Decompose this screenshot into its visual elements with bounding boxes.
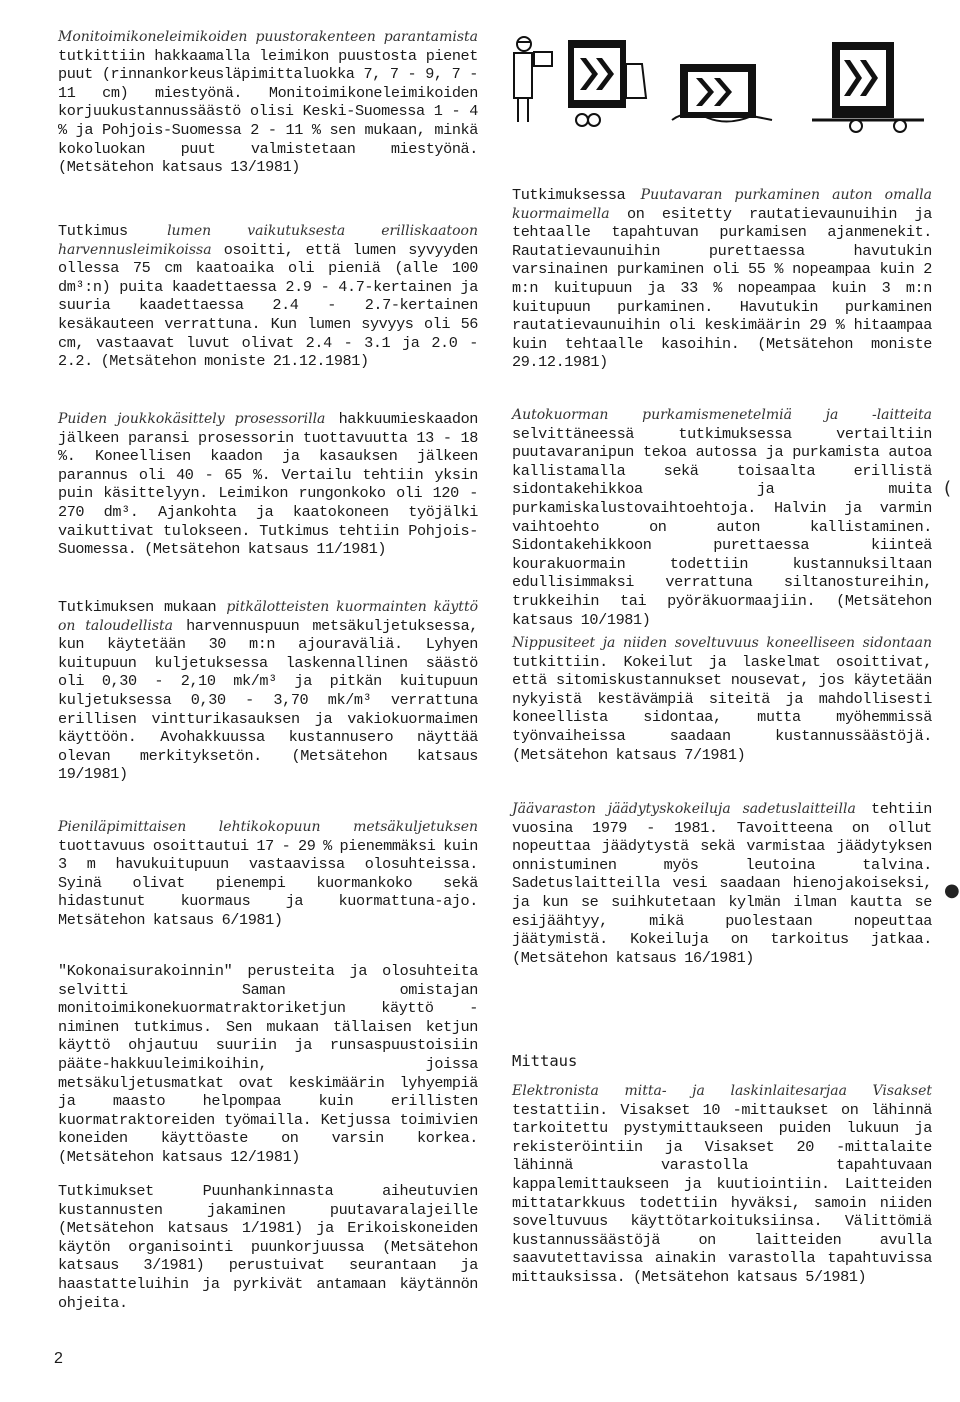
paragraph-puunhankinta xyxy=(58,1182,478,1322)
italic-title: Jäävaraston jäädytyskokeiluja sadetuslaitteilla xyxy=(512,801,856,817)
paragraph-jaavarasto xyxy=(512,800,932,1010)
worker-with-sign-icon xyxy=(514,37,552,122)
paragraph-text: harvennuspuun metsäkuljetuksessa, kun käytetään 30 m:n ajouraväliä. Lyhyen kuitupuun kuljetuksessa laskennallinen säästö oli 0,30 - 2,10 mk/m³ ja pitkän kuitupuun kuljetuksessa 0,30 - 3,70 mk/m³ verrattuna erillisen vintturikasauksen ja vakiokuormaimen käyttöön. Avohakkuussa kustannusero näyttää olevan merkityksetön. (Metsätehon katsaus 19/1981) xyxy=(58,616,478,784)
paragraph-text: tutkittiin. Kokeilut ja laskelmat osoittivat, että sitomiskustannukset nousevat, jos käytetään nykyistä kestävämpiä siteitä ja mahdollisesti koneellista sidontaa, mutta myöhemmissä työnvaiheissa saadaan kustannussäästöjä. (Metsätehon katsaus 7/1981) xyxy=(512,652,932,764)
paragraph-joukkokasittely xyxy=(58,410,478,580)
truck-left-icon xyxy=(568,40,646,126)
italic-title: pitkälotteisten kuormainten käyttö on taloudellista xyxy=(58,599,478,634)
italic-title: Puiden joukkokäsittely prosessorilla xyxy=(58,411,326,427)
binding-mark-icon: ( xyxy=(944,478,952,499)
paragraph-text: hakkuumieskaadon jälkeen paransi prosessorin tuottavuutta 13 - 18 %. Koneellisen kaadon ja kasauksen jälkeen parannus oli 40 - 65 %. Vertailu tehtiin yksin puin käsittelyyn. Leimikon rungonkoko oli 120 - 270 dm³. Ajankohta ja kaatokoneen työjälki vaikuttivat tulokseen. Tutkimus tehtiin Pohjois-Suomessa. (Metsätehon katsaus 11/1981) xyxy=(58,410,479,559)
paragraph-lead: Tutkimuksessa xyxy=(512,186,626,204)
italic-title: Puutavaran purkaminen auton omalla kuormaimella xyxy=(512,187,933,222)
paragraph-purkaminen xyxy=(512,186,932,386)
truck-middle-icon xyxy=(672,64,772,122)
section-heading-mittaus: Mittaus xyxy=(512,1052,578,1070)
header-illustration xyxy=(512,28,940,138)
paragraph-nippusiteet xyxy=(512,634,932,784)
paragraph-text: on esitetty rautatievaunuihin ja tehtaalle tapahtuvan purkamisen ajanmenekit. Rautatievaunuihin purettaessa havutukin varsinainen purkaminen oli 55 % nopeampaa kuin 2 m:n kuitupuun ja 33 % nopeampaa kuin 3 m:n kuitupuun purkaminen. Havutukin purkaminen rautatievaunuihin oli keskimäärin 29 % hitaampaa kuin tehtaalle kasoihin. (Metsätehon moniste 29.12.1981) xyxy=(512,204,932,372)
paragraph-text: tutkittiin hakkaamalla leimikon puustosta pienet puut (rinnankorkeusläpimittaluokka 7, 7 - 9, 7 - 11 cm) miestyönä. Monitoimikoneleimikoiden korjuukustannussäästö olisi Keski-Suomessa 1 - 4 % ja Pohjois-Suomessa 2 - 11 % sen mukaan, minkä kokoluokan puut valmistetaan miestyönä. (Metsätehon katsaus 13/1981) xyxy=(58,46,478,177)
paragraph-lehtikokopuu xyxy=(58,818,478,948)
italic-title: Elektronista mitta- ja laskinlaitesarjaa Visakset xyxy=(512,1083,932,1099)
italic-title: Autokuorman purkamismenetelmiä ja -laitteita xyxy=(512,407,932,423)
paragraph-text: testattiin. Visakset 10 -mittaukset on lähinnä tarkoitettu pystymittaukseen puiden lukuun ja rekisteröintiin ja Visakset 20 -mittalaite lähinnä varastolla tapahtuvaan kappalemittaukseen ja kuutiointiin. Laitteiden mittatarkkuus todettiin hyväksi, samoin niiden soveltuvuus käyttötarkoituksiinsa. Välittömiä kustannussäästöjä on laitteiden avulla saavutettavissa ainakin varastolla tapahtuvissa mittauksissa. (Metsätehon katsaus 5/1981) xyxy=(512,1100,932,1286)
italic-title: Pieniläpimittaisen lehtikokopuun metsäkuljetuksen xyxy=(58,819,478,835)
paragraph-text: Tutkimukset Puunhankinnasta aiheutuvien kustannusten jakaminen puutavaralajeille (Metsätehon katsaus 1/1981) ja Erikoiskoneiden käytön organisointi puunkorjuussa (Metsätehon katsaus 3/1981) perustuivat seurantaan ja haastatteluihin ja pyrkivät antamaan käytännön ohjeita. xyxy=(58,1182,478,1312)
paragraph-kokonaisurakointi xyxy=(58,962,478,1172)
paragraph-text: "Kokonaisurakoinnin" perusteita ja olosuhteita selvitti Saman omistajan monitoimikonekuormatraktoriketjun käyttö -niminen tutkimus. Sen mukaan tällaisen ketjun käyttö ohjautuu suuriin ja runsaspuustoisiin pääte-hakkuuleimikoihin, joissa metsäkuljetusmatkat ovat keskimäärin lyhyempiä ja maasto helpompaa kuin erillisten kuormatraktoreiden työmailla. Ketjussa toimivien koneiden käyttöaste on varsin korkea. (Metsätehon katsaus 12/1981) xyxy=(58,962,478,1166)
paragraph-text: tehtiin vuosina 1979 - 1981. Tavoitteena on ollut nopeuttaa jäädytystä sekä varmistaa jäädytyksen onnistuminen myös leutoina talvina. Sadetuslaitteilla vesi saadaan hienojakoiseksi, ja kun se suihkutetaan kylmän ilman kautta se esijäähtyy, mikä puolestaan nopeuttaa jäätymistä. Kokeiluja on tarkoitus jatkaa. (Metsätehon katsaus 16/1981) xyxy=(512,800,933,967)
paragraph-monitoimikone xyxy=(58,28,478,208)
paragraph-pitkalotteiset xyxy=(58,598,478,808)
paragraph-lead: Tutkimus xyxy=(58,222,128,240)
binding-mark-icon: ● xyxy=(944,880,960,901)
paragraph-autokuorman-purkaminen xyxy=(512,406,932,636)
paragraph-visakset xyxy=(512,1082,932,1322)
truck-right-icon xyxy=(812,42,924,132)
paragraph-text: tuottavuus osoittautui 17 - 29 % pienemmäksi kuin 3 m havukuitupuun vastaavissa olosuhteissa. Syinä olivat pienempi kuormankoko sekä hidastunut kuormaus ja kuormattuna-ajo. Metsätehon katsaus 6/1981) xyxy=(58,836,478,929)
paragraph-text: osoitti, että lumen syvyyden ollessa 75 cm kaatoaika oli pieniä (alle 100 dm³:n) puita kaadettaessa 2.9 - 4.7-kertainen ja suuria kaadettaessa 2.4 - 2.7-kertainen kesäkauteen verrattuna. Kun lumen syvyys oli 56 cm, vastaavat luvut olivat 2.4 - 3.1 ja 2.0 - 2.2. (Metsätehon moniste 21.12.1981) xyxy=(58,240,478,371)
paragraph-lead: Tutkimuksen mukaan xyxy=(58,598,217,616)
paragraph-lumen xyxy=(58,222,478,392)
paragraph-text: selvittäneessä tutkimuksessa vertailtiin puutavaranipun tekoa autossa ja purkamista autoa kallistamalla sekä toisaalta erillistä sidontakehikkoa ja muita purkamiskalustovaihtoehtoja. Halvin ja varmin vaihtoehto on auton kallistaminen. Sidontakehikkoon purettaessa kiinteä kourakuormain todettiin kustannuksiltaan edullisimmaksi verrattuna siltanostureihin, trukkeihin tai pyöräkuormaajiin. (Metsätehon katsaus 10/1981) xyxy=(512,424,932,629)
page-number: 2 xyxy=(54,1350,63,1367)
italic-title: Monitoimikoneleimikoiden puustorakenteen parantamista xyxy=(58,29,478,45)
italic-title: Nippusiteet ja niiden soveltuvuus koneelliseen sidontaan xyxy=(512,635,932,651)
italic-title: lumen vaikutuksesta erilliskaatoon harvennusleimikoissa xyxy=(58,223,478,258)
